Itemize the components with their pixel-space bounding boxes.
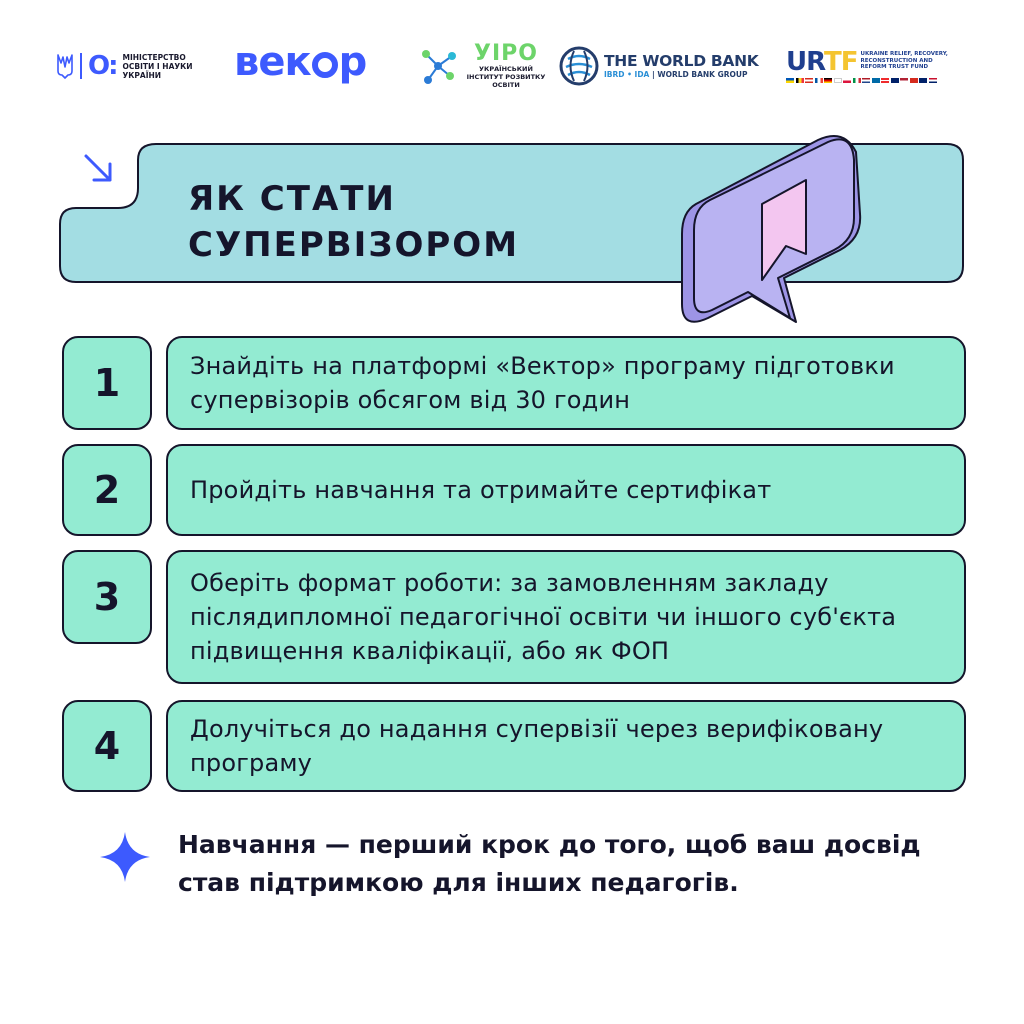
ministry-name: МІНІСТЕРСТВО ОСВІТИ І НАУКИ УКРАЇНИ (122, 52, 193, 80)
page-title-line-2: СУПЕРВІЗОРОМ (188, 225, 520, 265)
uipo-name: УКРАЇНСЬКИЙ ІНСТИТУТ РОЗВИТКУ ОСВІТИ (466, 65, 546, 89)
step-number: 1 (62, 336, 152, 430)
vektor-logo-text-end: р (338, 39, 367, 85)
step-1 (62, 336, 966, 430)
world-bank-sub-right: WORLD BANK GROUP (657, 70, 748, 79)
urtf-letter-u: U (786, 47, 807, 77)
step-text (166, 336, 966, 430)
uipo-abbr: УІРО (474, 41, 538, 66)
sparkle-icon (98, 830, 152, 884)
urtf-letter-f: F (840, 47, 858, 77)
step-text-label: Долучіться до надання супервізії через верифіковану програму (190, 715, 884, 777)
urtf-letter-t: T (823, 47, 841, 77)
step-number: 3 (62, 550, 152, 644)
page-title-line-1: ЯК СТАТИ (188, 179, 396, 219)
vektor-logo-text-start: век (234, 39, 311, 85)
world-bank-sub-left: IBRD • IDA (604, 70, 650, 79)
step-text (166, 444, 966, 536)
step-number: 2 (62, 444, 152, 536)
arrow-down-right-icon (80, 150, 118, 188)
chat-bookmark-icon (668, 126, 878, 336)
step-text (166, 550, 966, 684)
step-text-label: Пройдіть навчання та отримайте сертифікат (190, 476, 772, 504)
footer-note: Навчання — перший крок до того, щоб ваш досвід став підтримкою для інших педагогів. (178, 830, 921, 897)
step-text (166, 700, 966, 792)
step-text-label: Оберіть формат роботи: за замовленням закладу післядипломної педагогічної освіти чи іншого суб'єкта підвищення кваліфікації, або як ФОП (190, 569, 897, 665)
step-2 (62, 444, 966, 536)
urtf-name: UKRAINE RELIEF, RECOVERY, RECONSTRUCTION AND REFORM TRUST FUND (860, 51, 948, 70)
step-4 (62, 700, 966, 792)
world-bank-name: THE WORLD BANK (604, 52, 759, 70)
step-number: 4 (62, 700, 152, 792)
world-bank-sub: IBRD • IDA | WORLD BANK GROUP (604, 70, 748, 79)
urtf-letter-r: R (806, 47, 824, 77)
page-title (188, 176, 519, 268)
ministry-mark: О: (88, 51, 117, 81)
step-3 (62, 550, 966, 684)
step-text-label: Знайдіть на платформі «Вектор» програму підготовки супервізорів обсягом від 30 годин (190, 352, 895, 414)
